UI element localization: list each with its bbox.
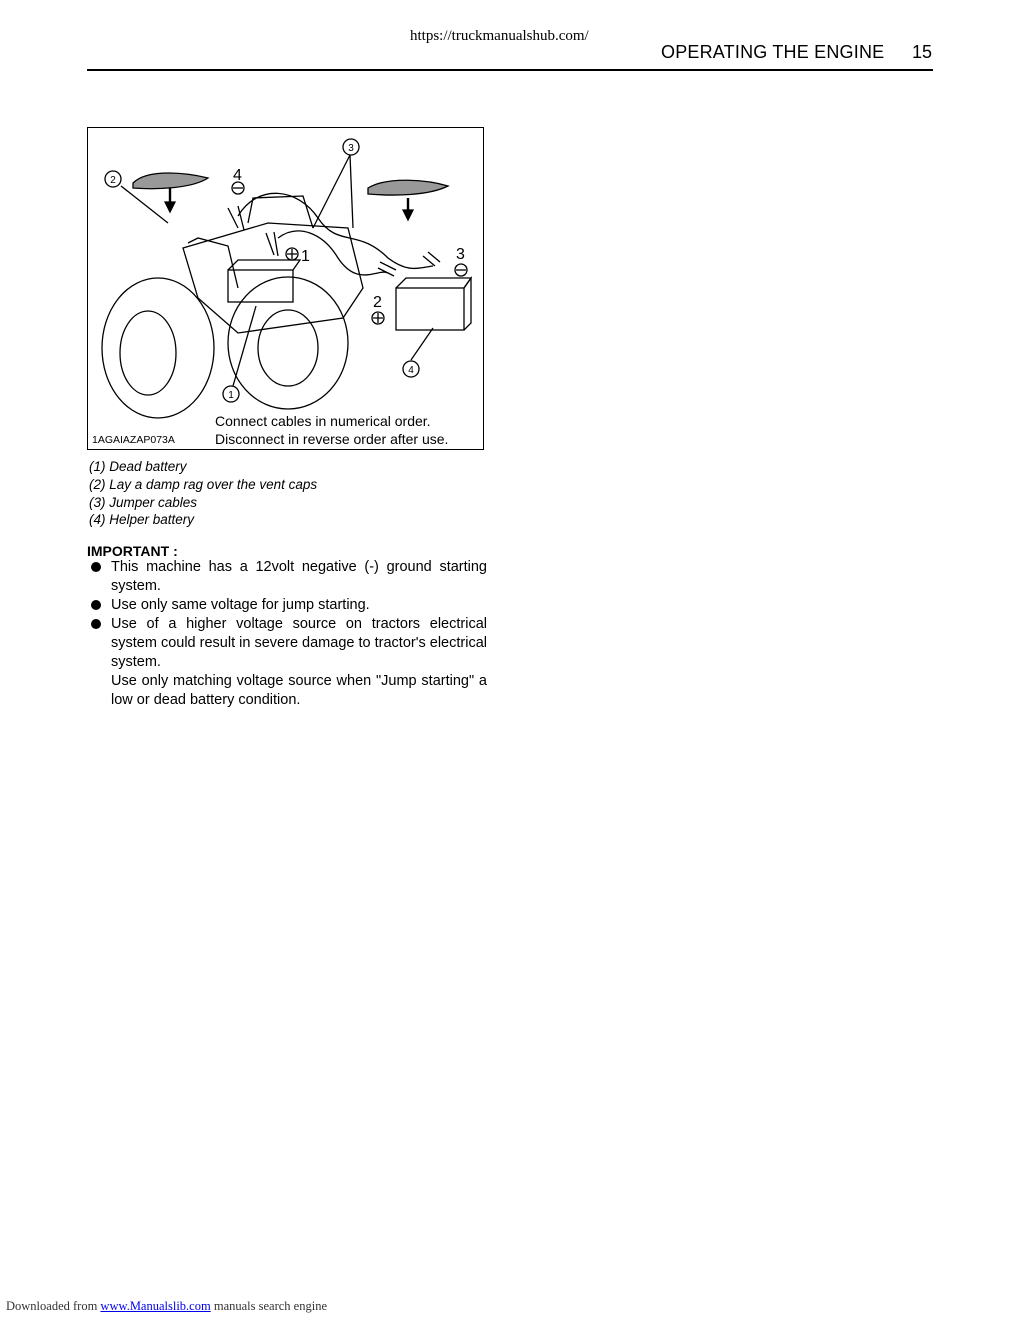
source-url[interactable]: https://truckmanualshub.com/ [410, 28, 589, 44]
caption-2: (2) Lay a damp rag over the vent caps [89, 476, 318, 492]
jump-start-figure [87, 127, 484, 450]
callout-3: 3 [348, 143, 354, 154]
bullet-text: Use of a higher voltage source on tractors electrical system could result in severe damage to tractor's electrical system. [111, 616, 487, 670]
callout-1: 1 [228, 390, 234, 401]
header-rule [87, 69, 933, 71]
important-list [87, 558, 487, 710]
terminal-label-2: 2 [373, 294, 382, 311]
callout-4: 4 [408, 365, 414, 376]
jump-start-illustration [88, 128, 484, 450]
footer-prefix: Downloaded from [6, 1299, 101, 1313]
bullet-dot-icon [91, 600, 101, 610]
terminal-label-4: 4 [233, 167, 242, 184]
helper-battery [396, 288, 464, 330]
figure-note-line2: Disconnect in reverse order after use. [215, 431, 449, 447]
tractor-tire-left [102, 278, 214, 418]
caption-4: (4) Helper battery [89, 512, 195, 528]
callout-2: 2 [110, 175, 116, 186]
bullet-text: This machine has a 12volt negative (-) ground starting system. [111, 559, 487, 594]
manualslib-link[interactable]: www.Manualslib.com [100, 1299, 211, 1313]
section-title: OPERATING THE ENGINE [661, 42, 885, 62]
caption-3: (3) Jumper cables [89, 494, 198, 510]
bullet-item [87, 615, 487, 710]
important-heading: IMPORTANT : [87, 543, 178, 559]
bullet-text-continued: Use only matching voltage source when "Jump starting" a low or dead battery condition. [111, 673, 487, 708]
footer-suffix: manuals search engine [210, 1299, 327, 1313]
download-footer [6, 1299, 327, 1314]
figure-code: 1AGAIAZAP073A [92, 434, 175, 446]
terminal-label-1: 1 [301, 248, 310, 265]
bullet-item [87, 596, 487, 615]
bullet-text: Use only same voltage for jump starting. [111, 597, 370, 613]
bullet-item [87, 558, 487, 596]
caption-1: (1) Dead battery [89, 459, 187, 474]
terminal-label-3: 3 [456, 246, 465, 263]
figure-captions [89, 458, 317, 529]
bullet-dot-icon [91, 619, 101, 629]
figure-note-line1: Connect cables in numerical order. [215, 413, 431, 429]
bullet-dot-icon [91, 562, 101, 572]
page-number: 15 [912, 42, 933, 62]
